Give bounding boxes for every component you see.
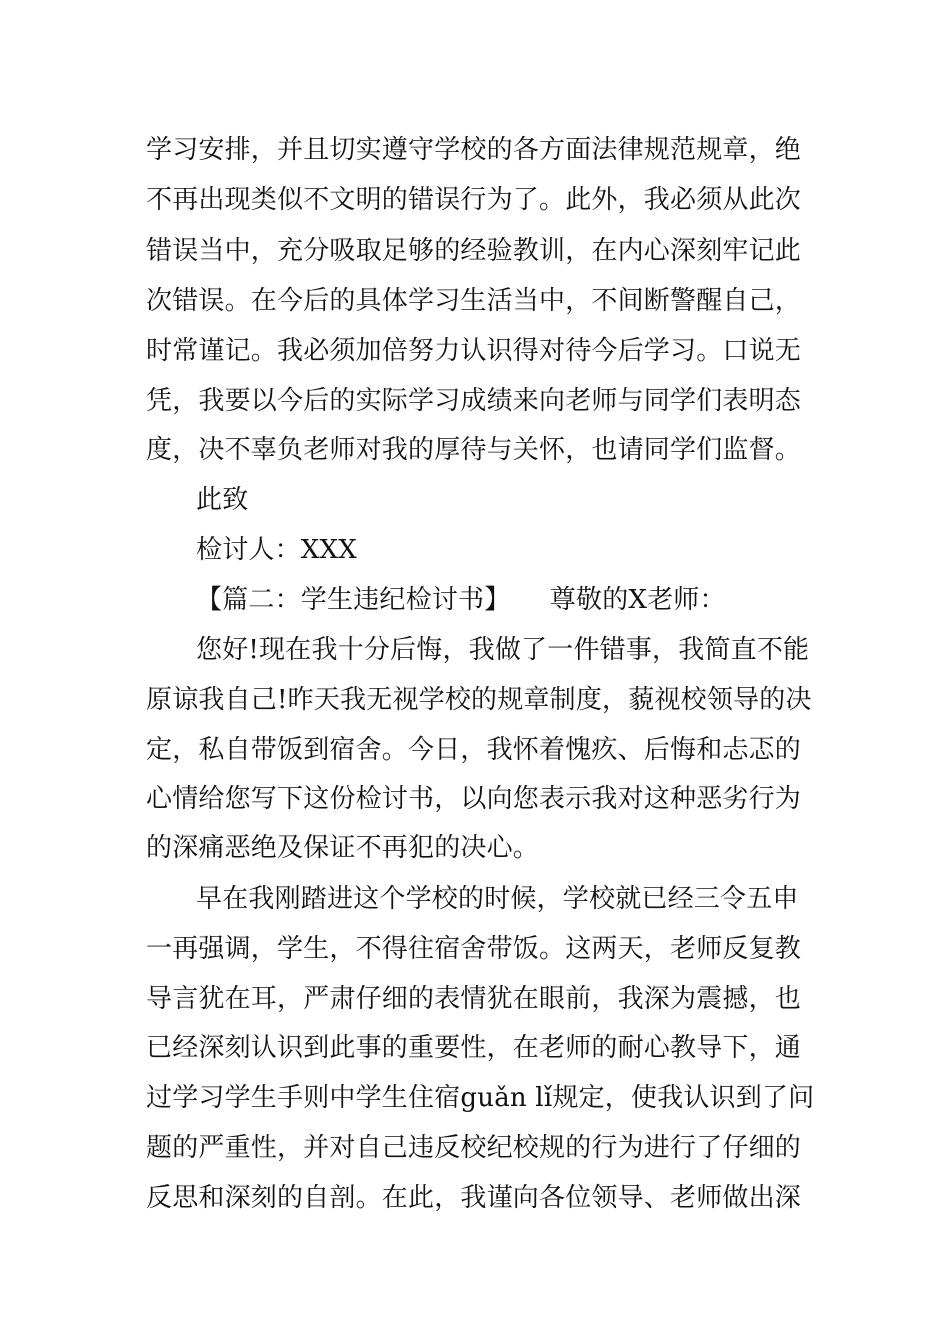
- paragraph-start-line: 您好!现在我十分后悔，我做了一件错事，我简直不能: [196, 635, 810, 665]
- body-line: 反思和深刻的自剖。在此，我谨向各位领导、老师做出深: [146, 1183, 802, 1213]
- body-line: 导言犹在耳，严肃仔细的表情犹在眼前，我深为震撼，也: [146, 984, 802, 1014]
- body-line: 过学习学生手则中学生住宿guǎn lǐ规定，使我认识到了问: [146, 1083, 815, 1113]
- body-line: 的深痛恶绝及保证不再犯的决心。: [146, 833, 540, 863]
- body-line: 一再强调，学生，不得往宿舍带饭。这两天，老师反复教: [146, 934, 802, 964]
- paragraph-start-line: 早在我刚踏进这个学校的时候，学校就已经三令五申: [196, 884, 799, 914]
- body-line: 定，私自带饭到宿舍。今日，我怀着愧疚、后悔和忐忑的: [146, 735, 802, 765]
- section-heading: 【篇二：学生违纪检讨书】 尊敬的X老师：: [196, 585, 726, 615]
- closing-salutation: 此致: [196, 485, 249, 515]
- signature-line: 检讨人：XXX: [196, 535, 357, 565]
- body-line: 错误当中，充分吸取足够的经验教训，在内心深刻牢记此: [146, 236, 802, 266]
- body-line: 凭，我要以今后的实际学习成绩来向老师与同学们表明态: [146, 386, 802, 416]
- body-line: 题的严重性，并对自己违反校纪校规的行为进行了仔细的: [146, 1133, 802, 1163]
- body-line: 心情给您写下这份检讨书，以向您表示我对这种恶劣行为: [146, 784, 802, 814]
- body-line: 已经深刻认识到此事的重要性，在老师的耐心教导下，通: [146, 1033, 802, 1063]
- body-line: 度，决不辜负老师对我的厚待与关怀，也请同学们监督。: [146, 435, 802, 465]
- body-line: 不再出现类似不文明的错误行为了。此外，我必须从此次: [146, 185, 802, 215]
- body-line: 学习安排，并且切实遵守学校的各方面法律规范规章，绝: [146, 135, 802, 165]
- body-line: 时常谨记。我必须加倍努力认识得对待今后学习。口说无: [146, 336, 802, 366]
- body-line: 原谅我自己!昨天我无视学校的规章制度，藐视校领导的决: [146, 685, 812, 715]
- body-line: 次错误。在今后的具体学习生活当中，不间断警醒自己，: [146, 286, 802, 316]
